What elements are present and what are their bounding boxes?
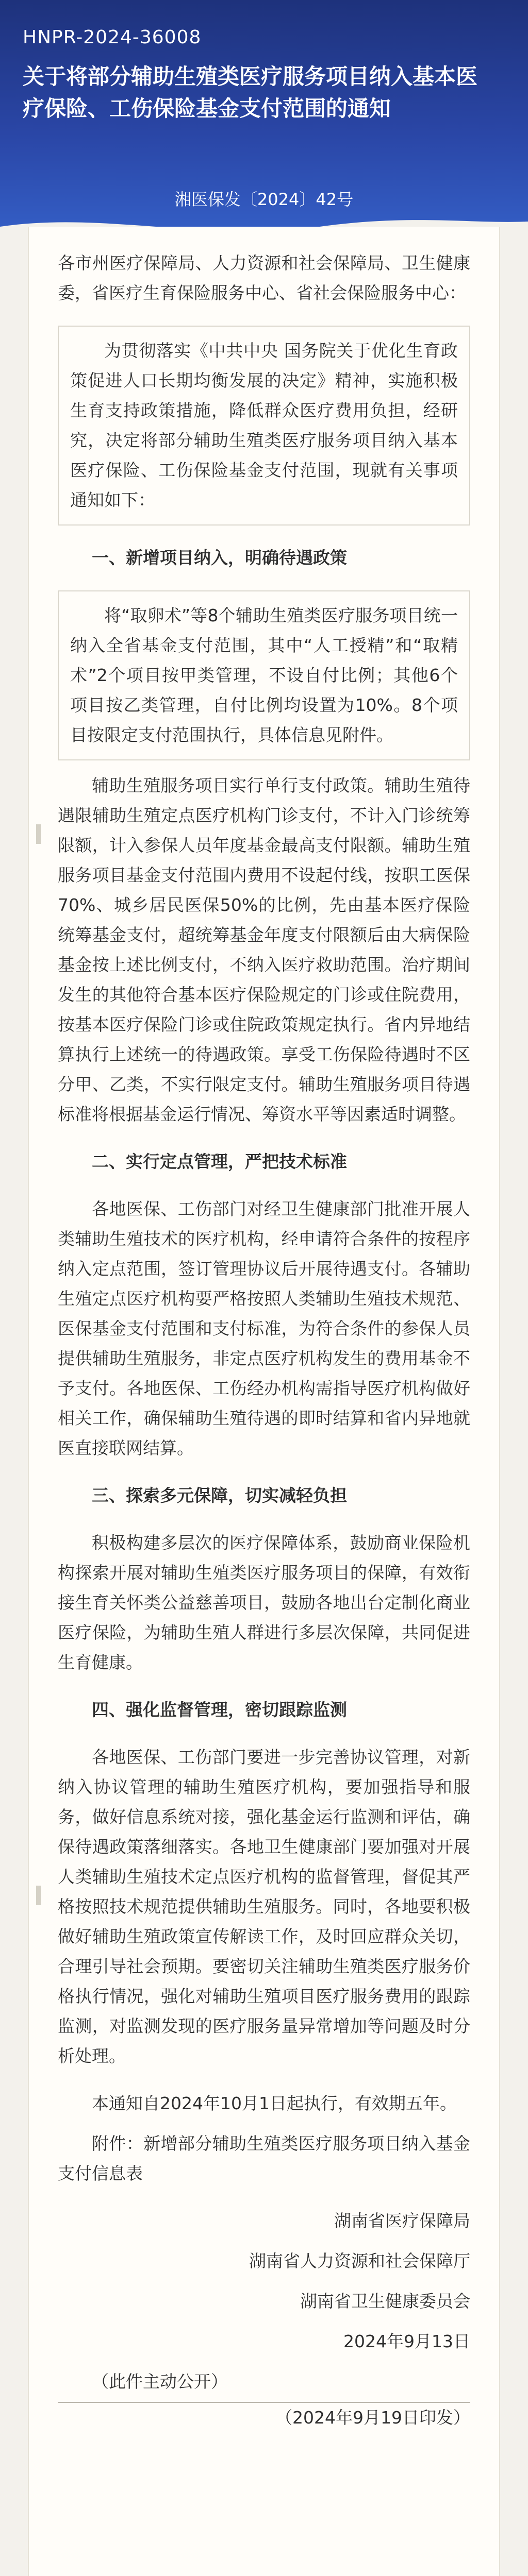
document-paper (28, 227, 500, 2576)
effective-date-notice: 本通知自2024年10月1日起执行，有效期五年。 (92, 2093, 457, 2113)
document-header (0, 0, 528, 242)
issue-number: 湘医保发〔2024〕42号 (174, 190, 354, 209)
section-4-paragraph-1: 各地医保、工伤部门要进一步完善协议管理，对新纳入协议管理的辅助生殖医疗机构，要加强指导和服务，做好信息系统对接，强化基金运行监测和评估，确保待遇政策落细落实。各地卫生健康部门要加强对开展人类辅助生殖技术定点医疗机构的监督管理，督促其严格按照技术规范提供辅助生殖服务。同时，各地要积极做好辅助生殖政策宣传解读工作，及时回应群众关切，合理引导社会预期。要密切关注辅助生殖类医疗服务价格执行情况，强化对辅助生殖项目医疗服务费用的跟踪监测，对监测发现的医疗服务量异常增加等问题及时分析处理。 (58, 1747, 470, 2066)
section-2-paragraph-1: 各地医保、工伤部门对经卫生健康部门批准开展人类辅助生殖技术的医疗机构，经申请符合条件的按程序纳入定点范围，签订管理协议后开展待遇支付。各辅助生殖定点医疗机构要严格按照人类辅助生殖技术规范、医保基金支付范围和支付标准，为符合条件的参保人员提供辅助生殖服务，非定点医疗机构发生的费用基金不予支付。各地医保、工伤经办机构需指导医疗机构做好相关工作，确保辅助生殖待遇的即时结算和省内异地就医直接联网结算。 (58, 1199, 470, 1458)
section-3-heading: 三、探索多元保障，切实减轻负担 (92, 1485, 347, 1505)
section-4-heading: 四、强化监督管理，密切跟踪监测 (92, 1700, 347, 1720)
section-1-heading: 一、新增项目纳入，明确待遇政策 (92, 548, 347, 568)
attachment-note: 附件：新增部分辅助生殖类医疗服务项目纳入基金支付信息表 (58, 2133, 470, 2183)
section-2-heading: 二、实行定点管理，严把技术标准 (92, 1151, 347, 1172)
addressee: 各市州医疗保障局、人力资源和社会保障局、卫生健康委，省医疗生育保险服务中心、省社会保险服务中心： (58, 253, 470, 303)
section-1-paragraph-1: 将“取卵术”等8个辅助生殖类医疗服务项目统一纳入全省基金支付范围，其中“人工授精”和“取精术”2个项目按甲类管理，不设自付比例；其他6个项目按乙类管理，自付比例均设置为10%。8个项目按限定支付范围执行，具体信息见附件。 (58, 590, 470, 760)
signer-2: 湖南省人力资源和社会保障厅 (249, 2251, 470, 2271)
signer-1: 湖南省医疗保障局 (334, 2211, 470, 2231)
document-number: HNPR-2024-36008 (23, 27, 202, 48)
section-marker-decoration (36, 824, 41, 844)
document-body (29, 227, 499, 2433)
document-title: 关于将部分辅助生殖类医疗服务项目纳入基本医疗保险、工伤保险基金支付范围的通知 (23, 64, 478, 121)
section-marker-decoration (36, 1886, 41, 1905)
signing-date: 2024年9月13日 (343, 2331, 470, 2351)
disclosure-note: （此件主动公开） (92, 2371, 228, 2392)
print-date: （2024年9月19日印发） (275, 2408, 470, 2428)
signer-3: 湖南省卫生健康委员会 (300, 2291, 470, 2311)
intro-paragraph: 为贯彻落实《中共中央 国务院关于优化生育政策促进人口长期均衡发展的决定》精神，实施积极生育支持政策措施，降低群众医疗费用负担，经研究，决定将部分辅助生殖类医疗服务项目纳入基本医疗保险、工伤保险基金支付范围，现就有关事项通知如下： (58, 326, 470, 526)
section-3-paragraph-1: 积极构建多层次的医疗保障体系，鼓励商业保险机构探索开展对辅助生殖类医疗服务项目的保障，有效衔接生育关怀类公益慈善项目，鼓励各地出台定制化商业医疗保险，为辅助生殖人群进行多层次保障，共同促进生育健康。 (58, 1533, 470, 1672)
section-1-paragraph-2: 辅助生殖服务项目实行单行支付政策。辅助生殖待遇限辅助生殖定点医疗机构门诊支付，不计入门诊统筹限额，计入参保人员年度基金最高支付限额。辅助生殖服务项目基金支付范围内费用不设起付线，按职工医保70%、城乡居民医保50%的比例，先由基本医疗保险统筹基金支付，超统筹基金年度支付限额后由大病保险基金按上述比例支付，不纳入医疗救助范围。治疗期间发生的其他符合基本医疗保险规定的门诊或住院费用，按基本医疗保险门诊或住院政策规定执行。省内异地结算执行上述统一的待遇政策。享受工伤保险待遇时不区分甲、乙类，不实行限定支付。辅助生殖服务项目待遇标准将根据基金运行情况、筹资水平等因素适时调整。 (58, 775, 470, 1124)
